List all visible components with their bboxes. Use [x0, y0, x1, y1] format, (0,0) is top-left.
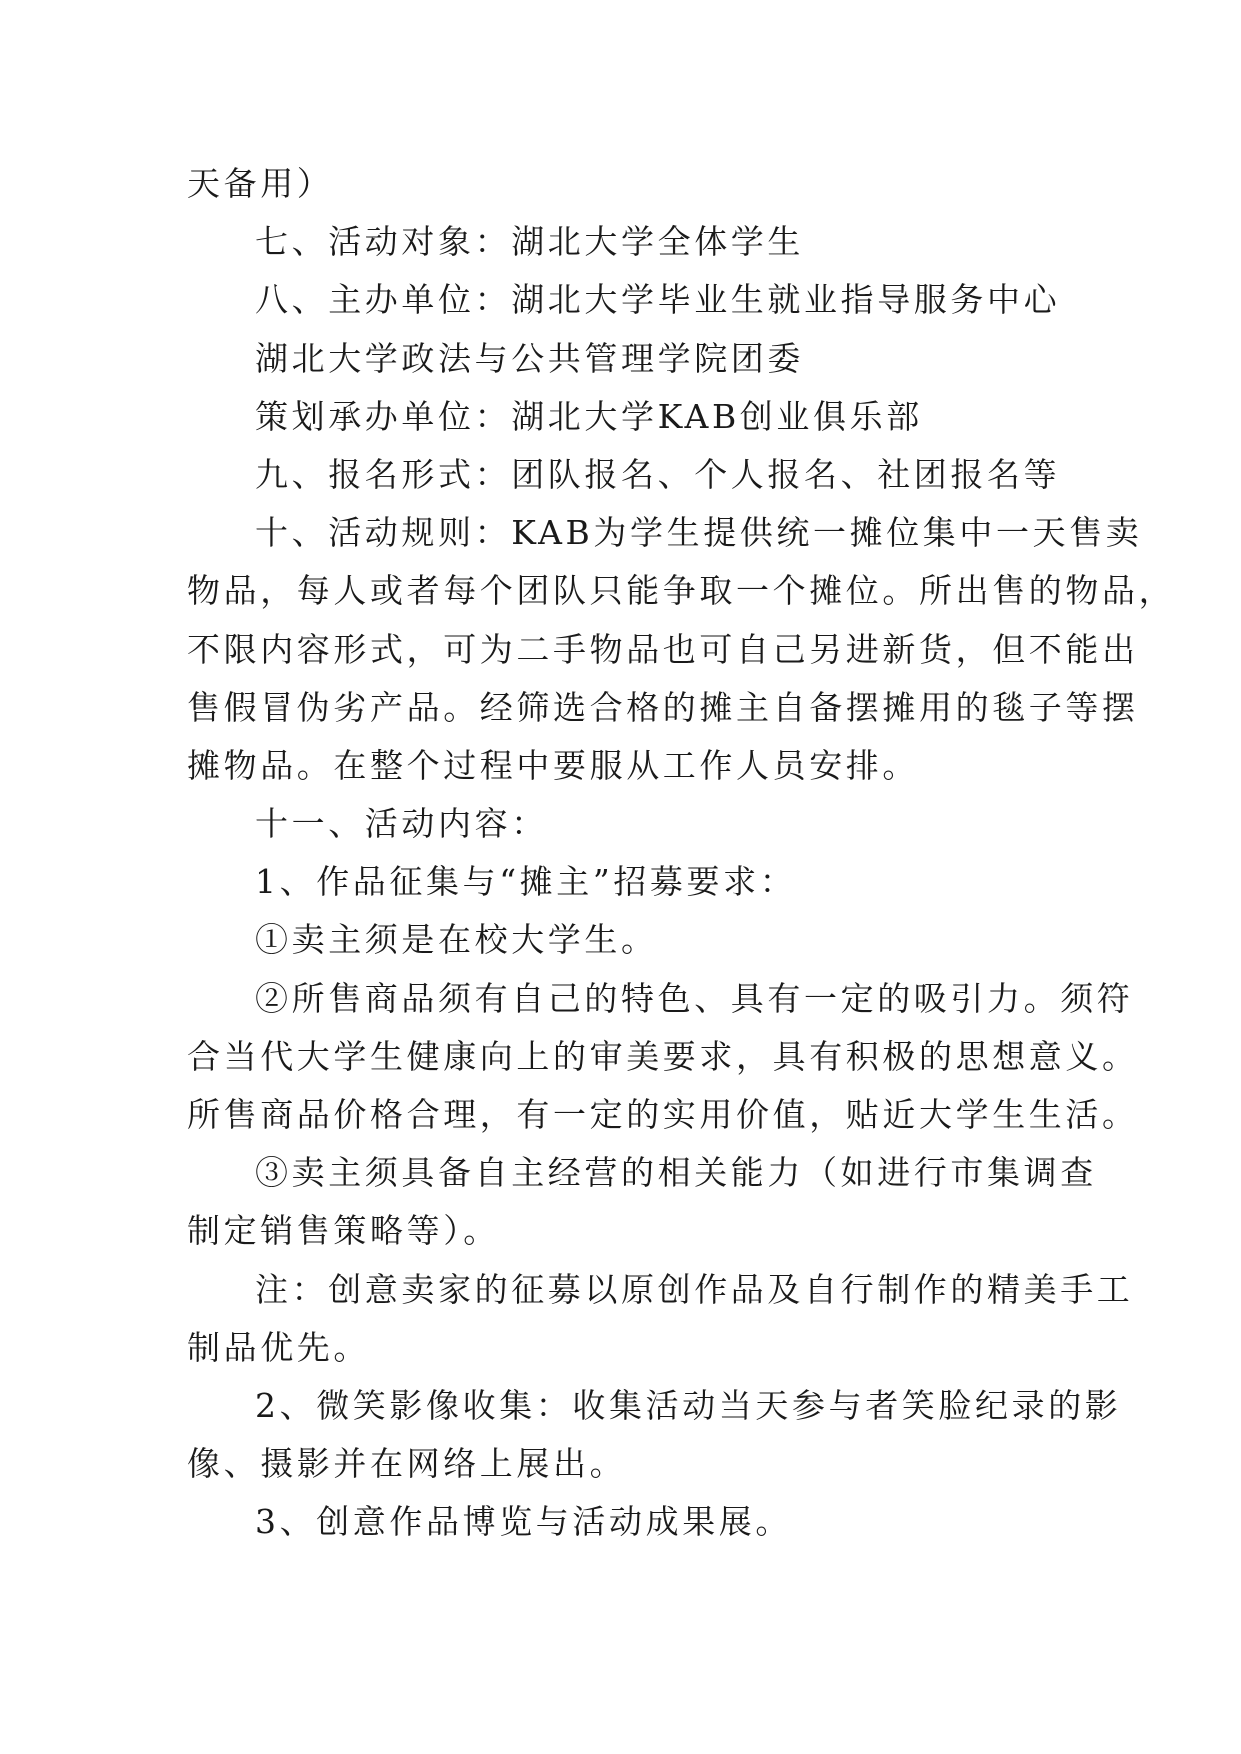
- text-line: 八、主办单位：湖北大学毕业生就业指导服务中心: [255, 280, 1061, 320]
- text-line: 像、摄影并在网络上展出。: [187, 1444, 627, 1484]
- text-line: 七、活动对象：湖北大学全体学生: [255, 222, 804, 262]
- text-line: 1、作品征集与“摊主”招募要求：: [255, 862, 797, 902]
- text-line: 注：创意卖家的征募以原创作品及自行制作的精美手工: [255, 1269, 1134, 1309]
- text-line: 3、创意作品博览与活动成果展。: [255, 1502, 792, 1542]
- text-line: 所售商品价格合理，有一定的实用价值，贴近大学生生活。: [187, 1095, 1139, 1134]
- text-line: 九、报名形式：团队报名、个人报名、社团报名等: [255, 454, 1061, 494]
- text-line: 合当代大学生健康向上的审美要求，具有积极的思想意义。: [187, 1036, 1139, 1076]
- text-line: 十、活动规则：KAB为学生提供统一摊位集中一天售卖: [255, 513, 1143, 553]
- document-body: [187, 155, 1176, 1552]
- text-line: ①卖主须是在校大学生。: [255, 920, 658, 960]
- text-line: ②所售商品须有自己的特色、具有一定的吸引力。须符: [255, 978, 1134, 1018]
- text-line: 制品优先。: [187, 1327, 370, 1367]
- text-line: 天备用）: [187, 164, 334, 203]
- text-line: 制定销售策略等）。: [187, 1211, 500, 1251]
- text-line: 十一、活动内容：: [255, 804, 548, 844]
- text-line: 摊物品。在整个过程中要服从工作人员安排。: [187, 745, 919, 785]
- text-line: 物品，每人或者每个团队只能争取一个摊位。所出售的物品，: [187, 571, 1176, 611]
- text-line: 湖北大学政法与公共管理学院团委: [255, 338, 804, 378]
- text-line: 2、微笑影像收集：收集活动当天参与者笑脸纪录的影: [255, 1385, 1122, 1425]
- text-line: 售假冒伪劣产品。经筛选合格的摊主自备摆摊用的毯子等摆: [187, 687, 1139, 727]
- text-line: 策划承办单位：湖北大学KAB创业俱乐部: [255, 396, 923, 436]
- text-line: ③卖主须具备自主经营的相关能力（如进行市集调查: [255, 1153, 1097, 1193]
- text-line: 不限内容形式，可为二手物品也可自己另进新货，但不能出: [187, 629, 1139, 669]
